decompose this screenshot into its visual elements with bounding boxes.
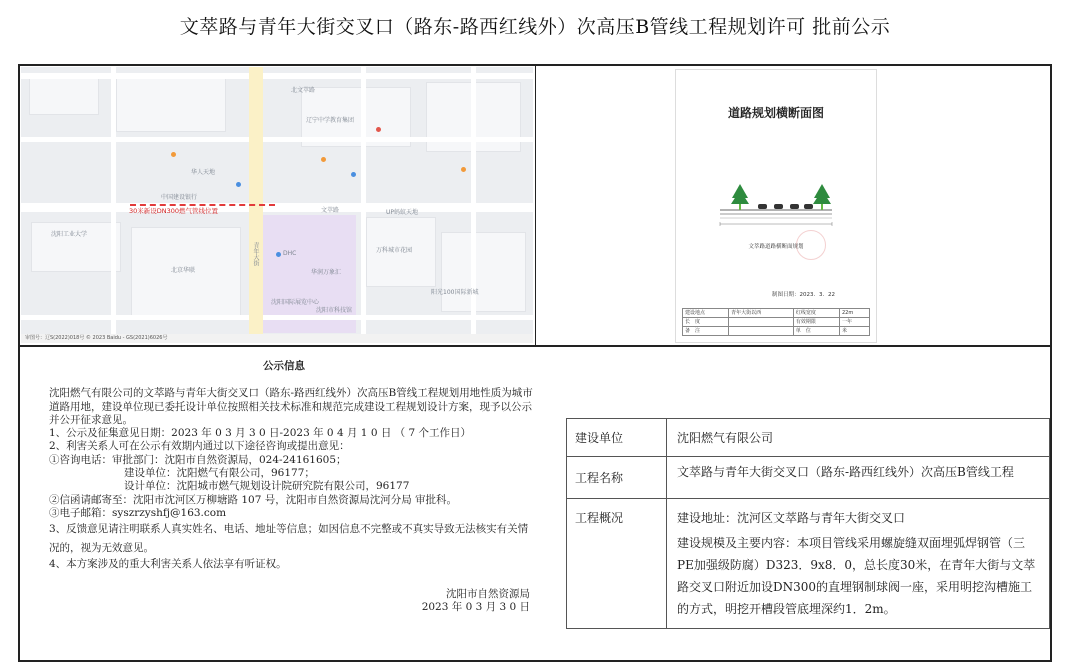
notice-phone-design: 设计单位：沈阳城市燃气规划设计院研究院有限公司，96177: [124, 480, 410, 493]
drawing-info-table: [682, 308, 870, 336]
tree-icon: [813, 184, 831, 210]
map-label: 沈阳国际展览中心: [271, 299, 320, 306]
map-label: 北京华联: [171, 267, 196, 274]
notice-item: 3、反馈意见请注明联系人真实姓名、电话、地址等信息；如因信息不完整或不真实导致无法核实有关情况的，视为无效意见。: [49, 523, 529, 555]
table-cell: 米: [839, 327, 869, 336]
divider-vertical: [535, 64, 536, 347]
table-cell: 备 注: [683, 327, 729, 336]
map-label: 青年大街: [252, 242, 259, 266]
table-cell: 建设地点: [683, 309, 729, 318]
notice-text: [34, 360, 534, 614]
map-label: 辽宁中学教育集团: [306, 117, 355, 124]
map-label: 文萃路: [321, 207, 340, 214]
map-footer: 审图号：辽S(2022)018号 © 2023 Baidu - GS(2021)6026号: [21, 334, 533, 343]
table-cell: [729, 327, 794, 336]
map-label: 阳光100国际新城: [431, 289, 479, 296]
notice-item: 4、本方案涉及的重大利害关系人依法享有听证权。: [49, 558, 287, 571]
unit-value: 沈阳燃气有限公司: [667, 419, 1050, 457]
overview-scale: 建设规模及主要内容：本项目管线采用螺旋缝双面埋弧焊钢管（三PE加强级防腐）D323．9x8．0，总长度30米，在青年大街与文萃路交叉口附近加设DN300的直埋钢制球阀一座，采用明挖沟槽施工的方式，明挖开槽段管底埋深约1．2m。: [677, 536, 1036, 616]
page-title: 文萃路与青年大街交叉口（路东-路西红线外）次高压B管线工程规划许可 批前公示: [179, 16, 891, 38]
map-label: 万科城市花园: [376, 247, 413, 254]
notice-phone-build: 建设单位：沈阳燃气有限公司，96177；: [124, 467, 315, 480]
notice-item: 1、公示及征集意见日期：2023 年 0 3 月 3 0 日-2023 年 0 4 月 1 0 日 （ 7 个工作日）: [49, 427, 472, 440]
table-cell: 有效期限: [793, 318, 839, 327]
map-label: 沈阳工业大学: [51, 231, 88, 238]
drawing-date: 制图日期：2023．3．22: [772, 292, 835, 298]
map-label: 北文萃路: [291, 87, 316, 94]
road-cross-section: [676, 176, 876, 236]
map-label: DHC: [283, 250, 297, 257]
name-value: 文萃路与青年大街交叉口（路东-路西红线外）次高压B管线工程: [667, 457, 1050, 499]
overview-label: 工程概况: [567, 499, 667, 629]
project-info-table: [566, 418, 1050, 629]
pipeline-label: 30米新设DN300燃气管线位置: [129, 207, 219, 215]
overview-value: [667, 499, 1050, 629]
table-cell: 一年: [839, 318, 869, 327]
drawing-title: 道路规划横断面图: [727, 106, 824, 120]
notice-mail: ②信函请邮寄至：沈阳市沈河区万柳塘路 107 号，沈阳市自然资源局沈河分局 审批科。: [49, 493, 458, 506]
overview-address: 建设地址：沈河区文萃路与青年大街交叉口: [677, 511, 906, 525]
unit-label: 建设单位: [567, 419, 667, 457]
notice-intro: 沈阳燃气有限公司的文萃路与青年大街交叉口（路东-路西红线外）次高压B管线工程规划用地性质为城市道路用地，建设单位现已委托设计单位按照相关技术标准和规范完成建设工程规划设计方案，现予以公示并公开征求意见。: [49, 387, 533, 426]
sign-org: 沈阳市自然资源局: [446, 587, 530, 600]
table-cell: [729, 318, 794, 327]
notice-phone: ①咨询电话：审批部门：沈阳市自然资源局，024-24161605；: [49, 453, 347, 466]
table-cell: 22m: [839, 309, 869, 318]
cross-section-drawing: [676, 70, 876, 342]
table-cell: 长 度: [683, 318, 729, 327]
tree-icon: [731, 184, 749, 210]
table-cell: 青年大街以西: [729, 309, 794, 318]
drawing-caption: 文萃路道路横断面规划: [748, 244, 804, 250]
map-label: 华润万象汇: [311, 269, 342, 276]
table-cell: 单 位: [793, 327, 839, 336]
notice-email[interactable]: ③电子邮箱：syszrzyshfj@163.com: [49, 506, 227, 519]
map-label: 中国建设银行: [161, 194, 198, 201]
map-label: UP蚂蚁天地: [386, 209, 419, 216]
name-label: 工程名称: [567, 457, 667, 499]
notice-item: 2、利害关系人可在公示有效期内通过以下途径咨询或提出意见：: [49, 440, 350, 453]
pipeline-route: [130, 204, 275, 206]
notice-heading: 公示信息: [263, 360, 305, 372]
map-label: 沈阳市科技馆: [316, 307, 353, 314]
location-map: [21, 67, 533, 343]
table-cell: 红线宽度: [793, 309, 839, 318]
sign-date: 2023 年 0 3 月 3 0 日: [421, 600, 530, 613]
map-label: 华人天地: [191, 169, 216, 176]
